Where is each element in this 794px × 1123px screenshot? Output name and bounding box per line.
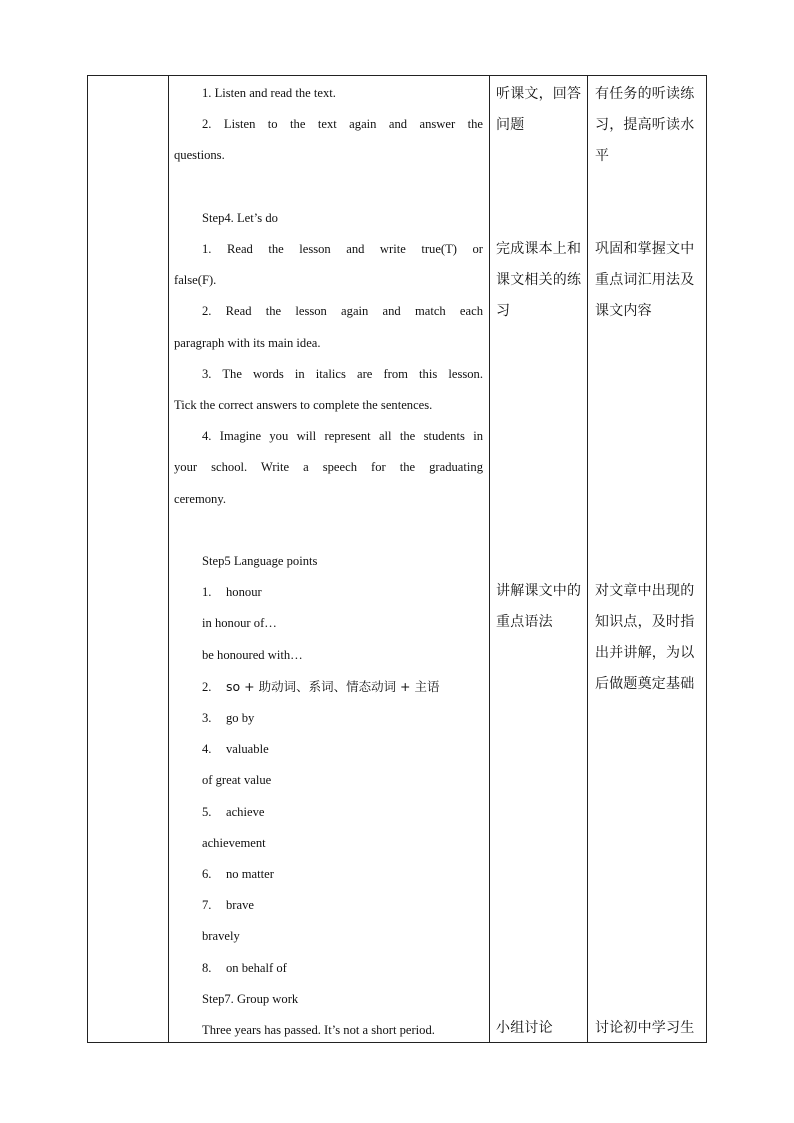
- intent-text: 后做题奠定基础: [595, 676, 695, 692]
- language-point: 2. so + 助动词、系词、情态动词 + 主语: [202, 678, 440, 694]
- step4-item-4-cont2: ceremony.: [174, 491, 226, 506]
- activity-text: 课文相关的练: [496, 272, 582, 288]
- intent-text: 习，提高听读水: [595, 117, 695, 133]
- language-point: achievement: [202, 835, 266, 850]
- language-point: of great value: [202, 773, 272, 788]
- intent-text: 课文内容: [595, 303, 652, 319]
- step4-item-3: 3. The words in italics are from this lesson.: [202, 366, 483, 381]
- intent-text: 知识点，及时指: [595, 614, 695, 630]
- step5-heading: Step5 Language points: [202, 554, 318, 569]
- activity-text: 问题: [496, 117, 525, 133]
- intent-text: 重点词汇用法及: [595, 272, 695, 288]
- language-point: 3. go by: [202, 711, 255, 726]
- language-point: bravely: [202, 929, 240, 944]
- activity-text: 听课文，回答: [496, 86, 582, 102]
- language-point: in honour of…: [202, 616, 277, 631]
- design-intent-column: [595, 79, 705, 1044]
- step-listen-answer-cont: questions.: [174, 148, 225, 163]
- group-work-text: Three years has passed. It’s not a short period.: [202, 1023, 435, 1038]
- intent-text: 出并讲解，为以: [595, 645, 695, 661]
- activity-text: 小组讨论: [496, 1020, 553, 1036]
- language-point: be honoured with…: [202, 647, 303, 662]
- step4-item-1-cont: false(F).: [174, 273, 217, 288]
- step7-heading: Step7. Group work: [202, 991, 299, 1006]
- activity-text: 重点语法: [496, 614, 553, 630]
- step4-item-2-cont: paragraph with its main idea.: [174, 335, 321, 350]
- activity-text: 完成课本上和: [496, 241, 582, 257]
- language-point: 6. no matter: [202, 867, 274, 882]
- intent-text: 对文章中出现的: [595, 583, 695, 599]
- intent-text: 平: [595, 148, 610, 164]
- language-point: 7. brave: [202, 898, 254, 913]
- step4-item-4: 4. Imagine you will represent all the students in: [202, 429, 483, 444]
- lesson-plan-table: [87, 75, 707, 1043]
- activity-text: 习: [496, 303, 511, 319]
- column-divider-2: [489, 76, 490, 1042]
- intent-text: 讨论初中学习生: [595, 1020, 695, 1036]
- step4-item-4-cont: your school. Write a speech for the graduating: [174, 460, 483, 475]
- language-point: 1. honour: [202, 585, 262, 600]
- teaching-process-column: [174, 78, 483, 1046]
- activity-text: 讲解课文中的: [496, 583, 582, 599]
- language-point: 5. achieve: [202, 804, 265, 819]
- step4-item-1: 1. Read the lesson and write true(T) or: [202, 242, 483, 256]
- column-divider-1: [168, 76, 169, 1042]
- step4-heading: Step4. Let’s do: [202, 210, 278, 225]
- language-point: 8. on behalf of: [202, 960, 287, 975]
- step4-item-2: 2. Read the lesson again and match each: [202, 304, 483, 319]
- language-point: 4. valuable: [202, 742, 269, 757]
- step4-item-3-cont: Tick the correct answers to complete the sentences.: [174, 398, 433, 413]
- step-listen-answer: 2. Listen to the text again and answer the: [202, 117, 483, 132]
- student-activity-column: [496, 79, 586, 1044]
- column-divider-3: [587, 76, 588, 1042]
- intent-text: 巩固和掌握文中: [595, 241, 695, 257]
- step-listen-read: 1. Listen and read the text.: [202, 86, 336, 100]
- intent-text: 有任务的听读练: [595, 86, 695, 102]
